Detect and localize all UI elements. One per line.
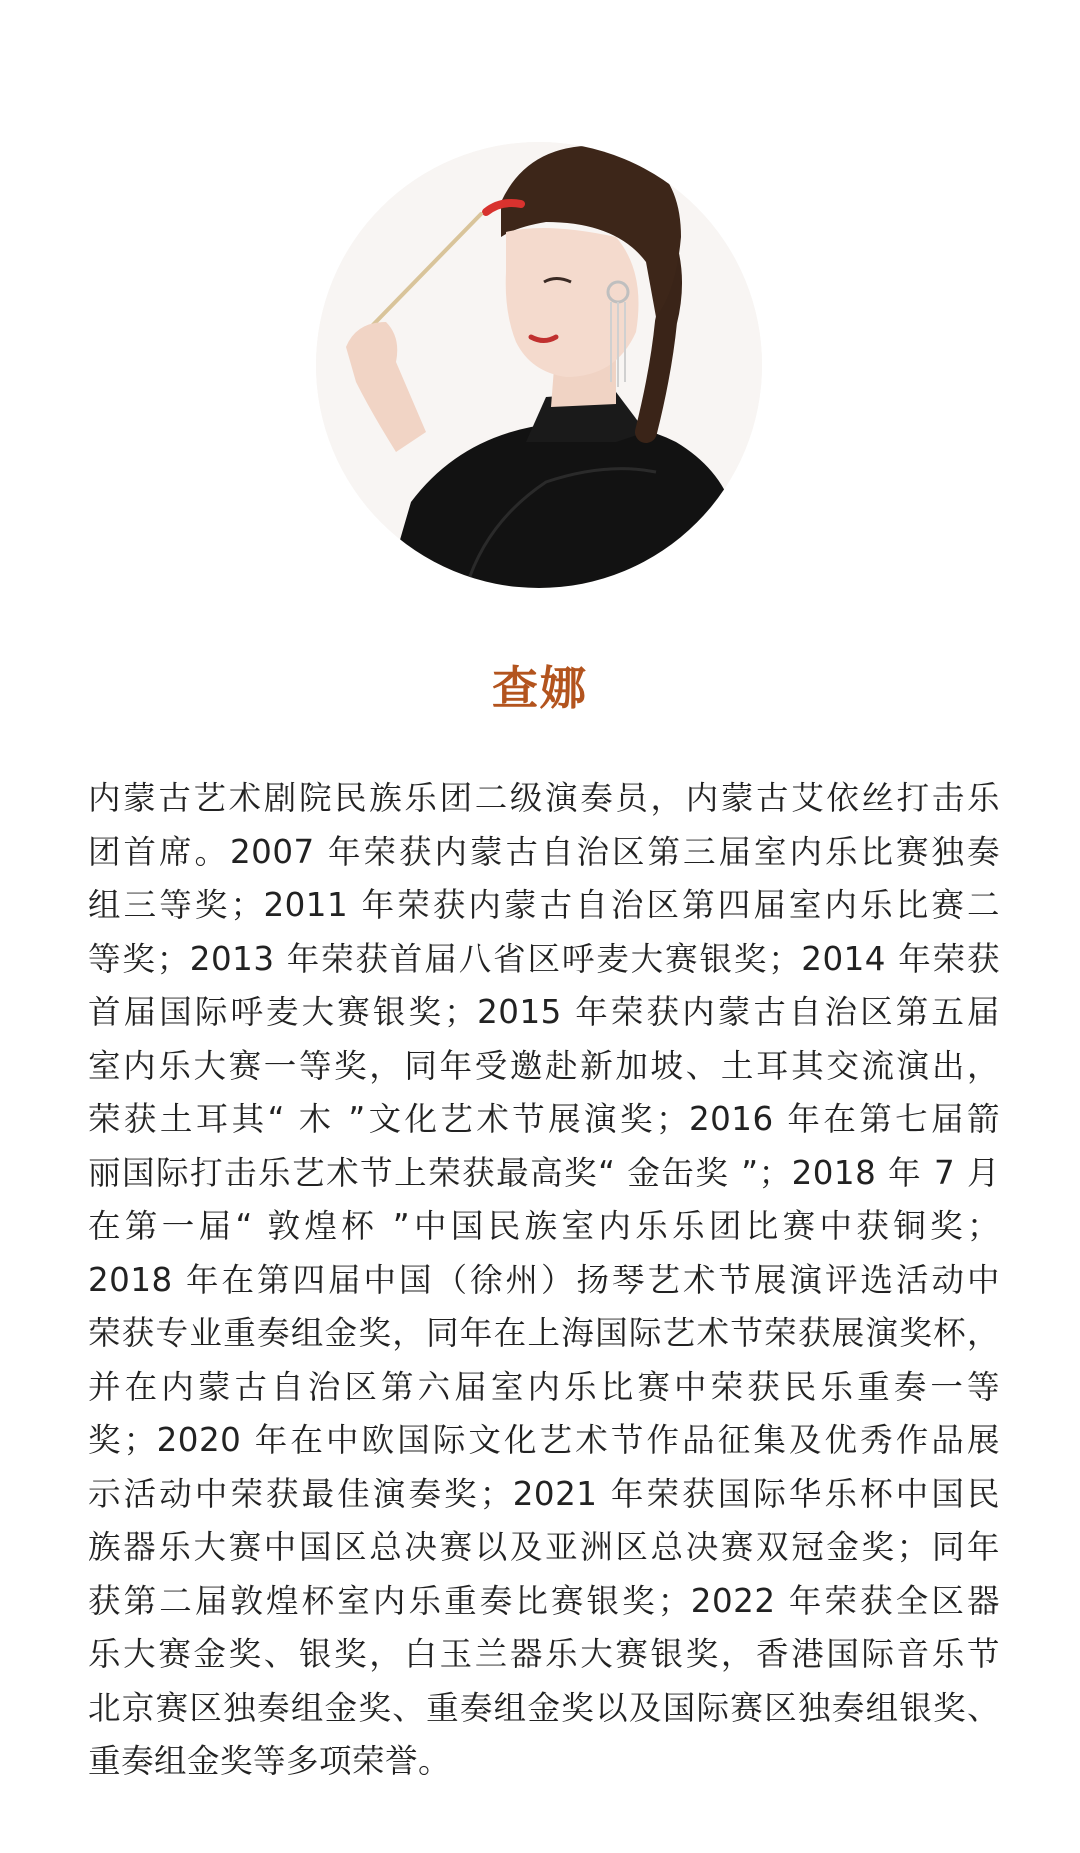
bio-line: 室内乐大赛一等奖，同年受邀赴新加坡、土耳其交流演出， (88, 1046, 1000, 1085)
bio-line: 等奖；2013 年荣获首届八省区呼麦大赛银奖；2014 年荣获 (88, 939, 1000, 978)
biography-text (88, 772, 1000, 1789)
bio-line: 重奏组金奖等多项荣誉。 (88, 1742, 452, 1780)
bio-line: 并在内蒙古自治区第六届室内乐比赛中荣获民乐重奏一等 (88, 1367, 1000, 1406)
bio-line: 组三等奖；2011 年荣获内蒙古自治区第四届室内乐比赛二 (88, 886, 1000, 924)
portrait-photo (316, 142, 762, 588)
bio-line: 族器乐大赛中国区总决赛以及亚洲区总决赛双冠金奖；同年 (88, 1528, 1000, 1566)
bio-line: 获第二届敦煌杯室内乐重奏比赛银奖；2022 年荣获全区器 (88, 1581, 1000, 1620)
bio-line: 2018 年在第四届中国（徐州）扬琴艺术节展演评选活动中 (88, 1260, 1000, 1299)
person-name: 查娜 (492, 661, 588, 715)
bio-line: 北京赛区独奏组金奖、重奏组金奖以及国际赛区独奏组银奖、 (88, 1688, 1000, 1727)
bio-line: 首届国际呼麦大赛银奖；2015 年荣获内蒙古自治区第五届 (88, 993, 1000, 1031)
bio-line: 团首席。2007 年荣获内蒙古自治区第三届室内乐比赛独奏 (88, 832, 1000, 871)
bio-line: 荣获土耳其“ 木 ”文化艺术节展演奖；2016 年在第七届箭 (88, 1100, 1000, 1138)
bio-line: 丽国际打击乐艺术节上荣获最高奖“ 金缶奖 ”；2018 年 7 月 (88, 1153, 1000, 1192)
bio-line: 示活动中荣获最佳演奏奖；2021 年荣获国际华乐杯中国民 (88, 1474, 1000, 1513)
bio-line: 内蒙古艺术剧院民族乐团二级演奏员，内蒙古艾依丝打击乐 (88, 779, 1000, 817)
bio-line: 奖；2020 年在中欧国际文化艺术节作品征集及优秀作品展 (88, 1421, 1000, 1459)
bio-line: 在第一届“ 敦煌杯 ”中国民族室内乐乐团比赛中获铜奖； (88, 1207, 1000, 1245)
bio-line: 荣获专业重奏组金奖，同年在上海国际艺术节荣获展演奖杯， (88, 1314, 1000, 1352)
bio-line: 乐大赛金奖、银奖，白玉兰器乐大赛银奖，香港国际音乐节 (88, 1635, 1000, 1673)
